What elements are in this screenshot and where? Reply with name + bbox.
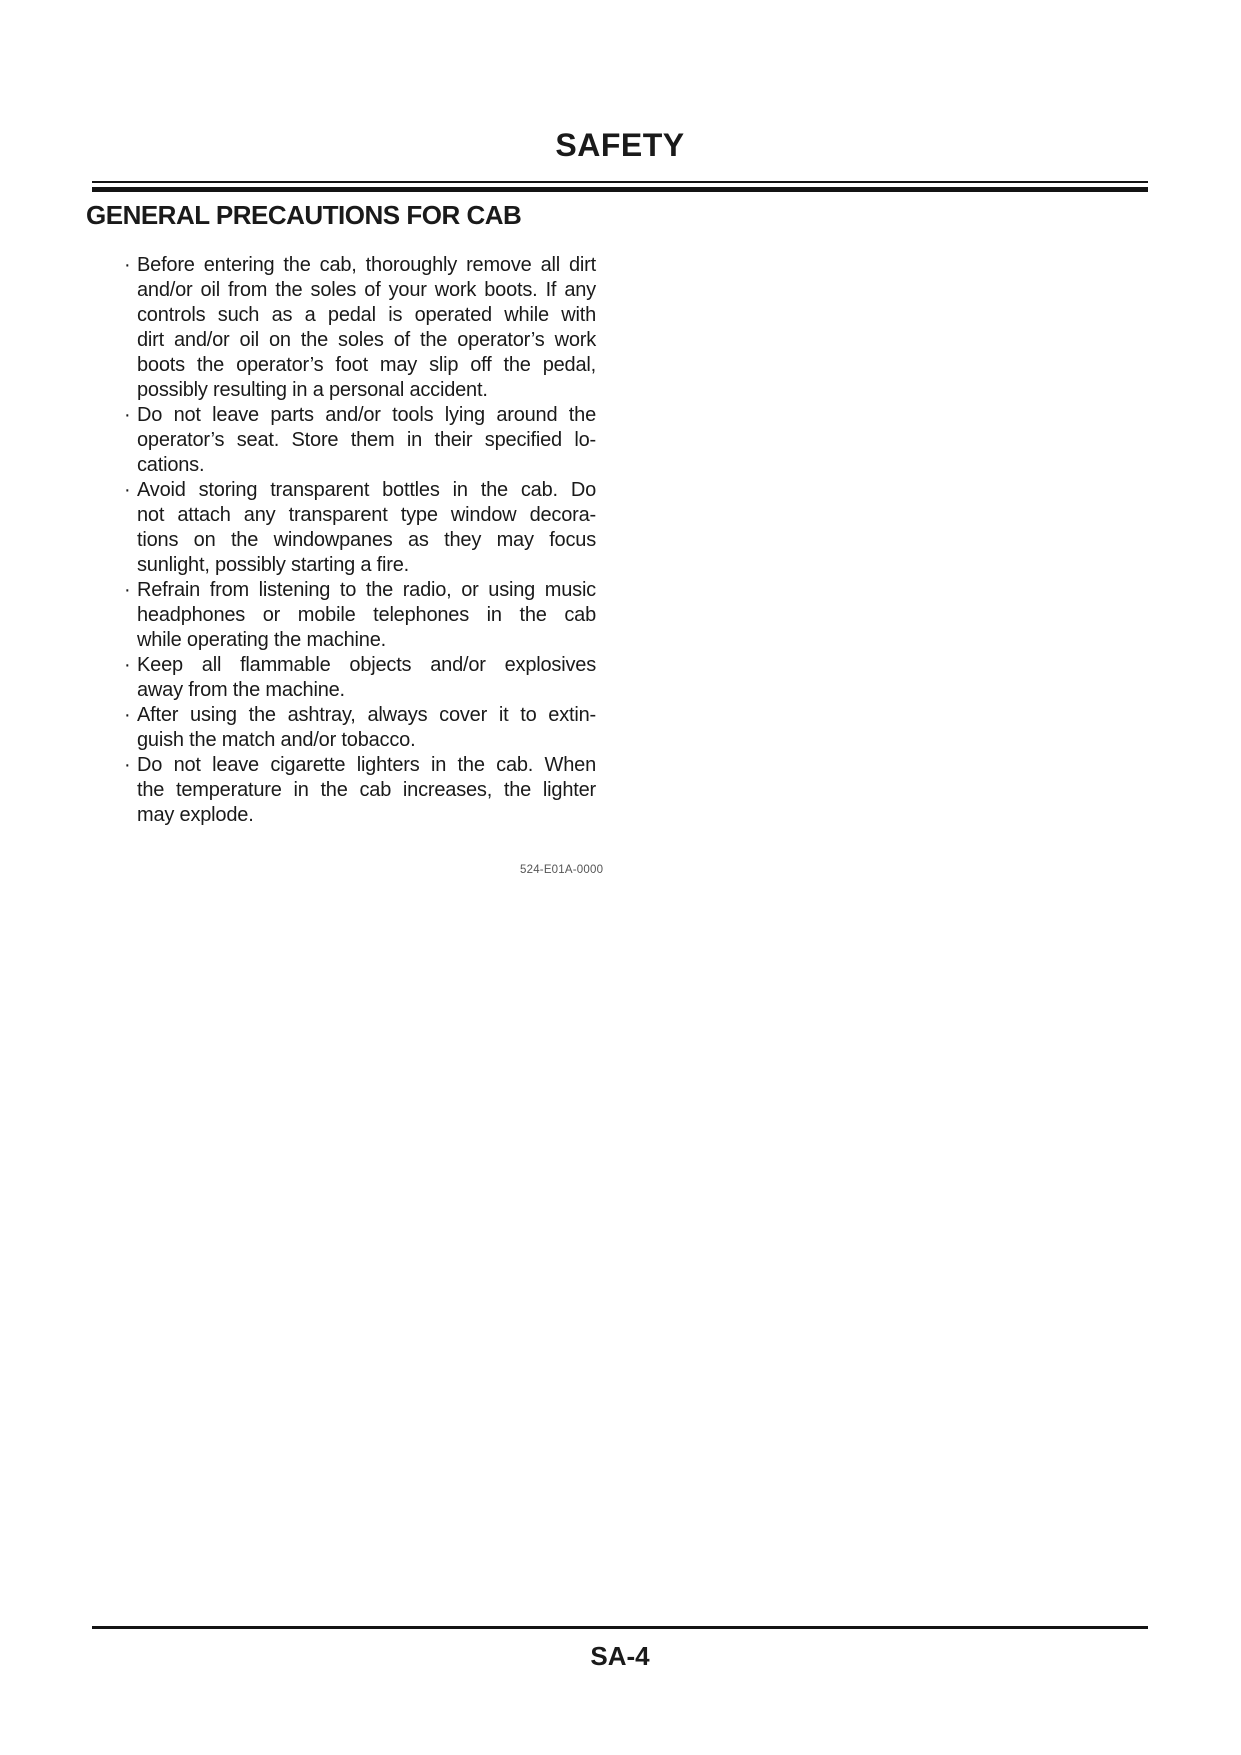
page-header-title: SAFETY: [555, 127, 685, 163]
text-line: After using the ashtray, always cover it to extin-: [137, 704, 596, 726]
list-item-text: [137, 578, 596, 653]
document-code: 524-E01A-0000: [520, 864, 604, 876]
list-item-text: [137, 703, 596, 753]
list-item-text: [137, 403, 596, 478]
text-line: cations.: [137, 454, 205, 476]
text-line: not attach any transparent type window decora-: [137, 504, 596, 526]
precautions-list: [124, 253, 596, 828]
text-line: operator’s seat. Store them in their specified lo-: [137, 429, 596, 451]
bullet-icon: ·: [124, 754, 131, 776]
text-line: Do not leave cigarette lighters in the cab. When: [137, 754, 596, 776]
bullet-icon: ·: [124, 704, 131, 726]
text-line: may explode.: [137, 804, 254, 826]
bullet-icon: ·: [124, 579, 131, 601]
bullet-icon: ·: [124, 404, 131, 426]
text-line: and/or oil from the soles of your work boots. If any: [137, 279, 596, 301]
text-line: Keep all flammable objects and/or explosives: [137, 654, 596, 676]
bullet-icon: ·: [124, 254, 131, 276]
text-line: boots the operator’s foot may slip off the pedal,: [137, 354, 596, 376]
text-line: Avoid storing transparent bottles in the cab. Do: [137, 479, 596, 501]
list-item-text: [137, 653, 596, 703]
header-rule-thin: [92, 181, 1148, 183]
header-rule-thick: [92, 187, 1148, 192]
text-line: dirt and/or oil on the soles of the operator’s work: [137, 329, 596, 351]
section-heading: GENERAL PRECAUTIONS FOR CAB: [86, 200, 522, 230]
list-item: [124, 653, 596, 703]
list-item-text: [137, 478, 596, 578]
list-item: [124, 478, 596, 578]
list-item: [124, 578, 596, 653]
text-line: possibly resulting in a personal accident.: [137, 379, 488, 401]
bullet-icon: ·: [124, 479, 131, 501]
list-item-text: [137, 753, 596, 828]
text-line: guish the match and/or tobacco.: [137, 729, 416, 751]
text-line: Do not leave parts and/or tools lying around the: [137, 404, 596, 426]
bullet-icon: ·: [124, 654, 131, 676]
text-line: sunlight, possibly starting a fire.: [137, 554, 410, 576]
text-line: away from the machine.: [137, 679, 345, 701]
footer-rule: [92, 1626, 1148, 1629]
text-line: while operating the machine.: [137, 629, 386, 651]
page-number: SA-4: [590, 1641, 650, 1671]
list-item: [124, 703, 596, 753]
text-line: the temperature in the cab increases, the lighter: [137, 779, 596, 801]
text-line: Refrain from listening to the radio, or using music: [137, 579, 596, 601]
text-line: tions on the windowpanes as they may focus: [137, 529, 596, 551]
text-line: Before entering the cab, thoroughly remove all dirt: [137, 254, 596, 276]
list-item: [124, 753, 596, 828]
list-item-text: [137, 253, 596, 403]
list-item: [124, 403, 596, 478]
text-line: controls such as a pedal is operated while with: [137, 304, 596, 326]
list-item: [124, 253, 596, 403]
text-line: headphones or mobile telephones in the cab: [137, 604, 596, 626]
